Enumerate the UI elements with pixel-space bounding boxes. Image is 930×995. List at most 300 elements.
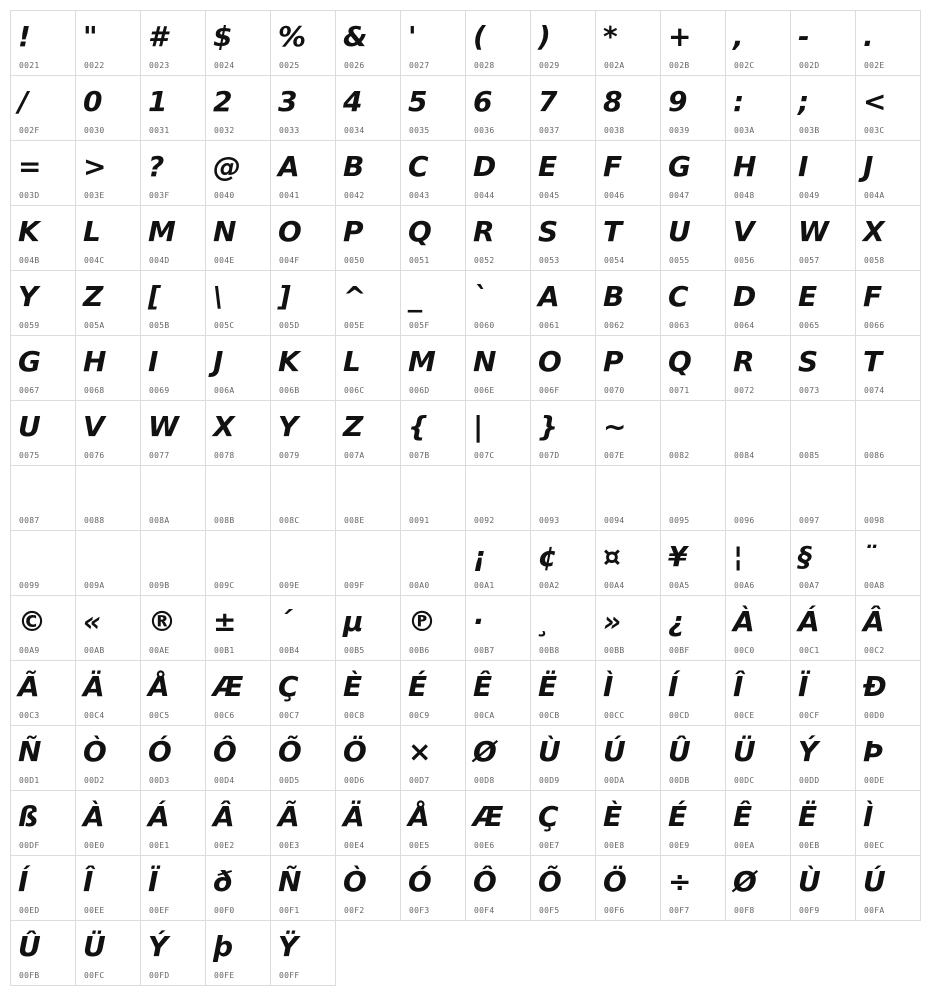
glyph-code: 00B6 [409, 646, 430, 655]
glyph-cell [725, 595, 791, 661]
glyph-grid [10, 10, 920, 985]
glyph-cell [595, 790, 661, 856]
glyph-code: 005B [149, 321, 170, 330]
glyph-char: Å [148, 670, 170, 703]
glyph-cell [660, 335, 726, 401]
glyph-code: 0030 [84, 126, 105, 135]
glyph-char: U [18, 410, 41, 443]
glyph-code: 003D [19, 191, 40, 200]
glyph-char: Æ [473, 800, 504, 833]
glyph-char: ] [278, 280, 291, 313]
glyph-cell [530, 75, 596, 141]
glyph-cell [270, 920, 336, 986]
glyph-cell [270, 10, 336, 76]
glyph-cell [465, 530, 531, 596]
glyph-cell [660, 205, 726, 271]
glyph-char: N [473, 345, 497, 378]
glyph-char: µ [343, 605, 364, 638]
glyph-cell [855, 855, 921, 921]
glyph-char: A [538, 280, 560, 313]
glyph-cell [725, 530, 791, 596]
glyph-cell [595, 205, 661, 271]
glyph-cell [335, 335, 401, 401]
glyph-code: 004A [864, 191, 885, 200]
glyph-char: = [18, 150, 42, 183]
glyph-code: 00B1 [214, 646, 235, 655]
glyph-char: ¦ [733, 540, 744, 573]
glyph-cell [75, 140, 141, 206]
glyph-cell [140, 205, 206, 271]
glyph-cell [270, 530, 336, 596]
glyph-code: 0093 [539, 516, 560, 525]
glyph-code: 0078 [214, 451, 235, 460]
glyph-cell [465, 790, 531, 856]
glyph-cell [790, 400, 856, 466]
glyph-code: 0077 [149, 451, 170, 460]
glyph-cell [465, 595, 531, 661]
glyph-char: C [408, 150, 429, 183]
glyph-char: Ô [473, 865, 497, 898]
glyph-code: 0036 [474, 126, 495, 135]
glyph-cell [10, 465, 76, 531]
glyph-code: 0058 [864, 256, 885, 265]
glyph-cell [660, 855, 726, 921]
glyph-char: # [148, 20, 168, 53]
glyph-code: 00C4 [84, 711, 105, 720]
glyph-char: F [603, 150, 623, 183]
glyph-code: 00EC [864, 841, 885, 850]
glyph-cell [725, 10, 791, 76]
glyph-cell [660, 530, 726, 596]
glyph-code: 00D7 [409, 776, 430, 785]
glyph-cell [205, 140, 271, 206]
glyph-char: 4 [343, 85, 363, 118]
glyph-code: 0095 [669, 516, 690, 525]
glyph-code: 0091 [409, 516, 430, 525]
glyph-code: 0075 [19, 451, 40, 460]
glyph-code: 009C [214, 581, 235, 590]
glyph-char: Q [408, 215, 432, 248]
glyph-cell [140, 790, 206, 856]
glyph-char: « [83, 605, 102, 638]
glyph-code: 0038 [604, 126, 625, 135]
glyph-char: Ó [408, 865, 432, 898]
glyph-cell [270, 75, 336, 141]
glyph-code: 00F9 [799, 906, 820, 915]
glyph-code: 005D [279, 321, 300, 330]
glyph-char: 7 [538, 85, 558, 118]
glyph-char: E [798, 280, 818, 313]
glyph-code: 00FB [19, 971, 40, 980]
glyph-code: 0098 [864, 516, 885, 525]
glyph-code: 00BF [669, 646, 690, 655]
glyph-cell [790, 75, 856, 141]
glyph-cell [140, 335, 206, 401]
glyph-cell [140, 75, 206, 141]
glyph-code: 004B [19, 256, 40, 265]
glyph-char: P [343, 215, 364, 248]
glyph-code: 007A [344, 451, 365, 460]
glyph-cell [790, 530, 856, 596]
glyph-code: 008B [214, 516, 235, 525]
glyph-char: Ë [798, 800, 818, 833]
glyph-char: Ú [863, 865, 886, 898]
glyph-char: À [83, 800, 105, 833]
glyph-cell [530, 725, 596, 791]
glyph-char: Ï [798, 670, 809, 703]
glyph-cell [75, 270, 141, 336]
glyph-code: 005F [409, 321, 430, 330]
glyph-cell [140, 465, 206, 531]
glyph-char: R [733, 345, 755, 378]
glyph-code: 00DF [19, 841, 40, 850]
glyph-code: 00A7 [799, 581, 820, 590]
glyph-code: 0042 [344, 191, 365, 200]
glyph-cell [790, 140, 856, 206]
glyph-char: § [798, 540, 812, 573]
glyph-cell [595, 335, 661, 401]
glyph-cell [855, 205, 921, 271]
glyph-cell [595, 725, 661, 791]
glyph-char: * [603, 20, 618, 53]
glyph-code: 00C6 [214, 711, 235, 720]
glyph-cell [10, 75, 76, 141]
glyph-char: ' [408, 20, 417, 53]
glyph-code: 00CE [734, 711, 755, 720]
glyph-char: Õ [278, 735, 302, 768]
glyph-cell [595, 595, 661, 661]
glyph-code: 00C2 [864, 646, 885, 655]
glyph-cell [660, 140, 726, 206]
glyph-code: 00D0 [864, 711, 885, 720]
glyph-cell [10, 660, 76, 726]
glyph-char: þ [213, 930, 234, 963]
glyph-code: 00F6 [604, 906, 625, 915]
glyph-char: Ñ [278, 865, 302, 898]
glyph-code: 008A [149, 516, 170, 525]
glyph-cell [660, 270, 726, 336]
glyph-char: M [408, 345, 436, 378]
glyph-cell [335, 140, 401, 206]
glyph-code: 00D1 [19, 776, 40, 785]
glyph-char: Z [83, 280, 104, 313]
glyph-char: $ [213, 20, 233, 53]
glyph-char: ^ [343, 280, 367, 313]
glyph-cell [725, 270, 791, 336]
glyph-code: 009F [344, 581, 365, 590]
glyph-char: - [798, 20, 810, 53]
glyph-code: 00FE [214, 971, 235, 980]
glyph-cell [335, 205, 401, 271]
glyph-char: " [83, 20, 98, 53]
glyph-char: ¡ [473, 540, 486, 573]
glyph-code: 0051 [409, 256, 430, 265]
glyph-cell [400, 790, 466, 856]
glyph-code: 00E5 [409, 841, 430, 850]
glyph-cell [140, 400, 206, 466]
glyph-cell [75, 855, 141, 921]
glyph-cell [140, 920, 206, 986]
glyph-code: 0032 [214, 126, 235, 135]
glyph-code: 00E3 [279, 841, 300, 850]
glyph-cell [530, 205, 596, 271]
glyph-cell [270, 790, 336, 856]
glyph-cell [465, 465, 531, 531]
glyph-char: Ã [278, 800, 300, 833]
glyph-code: 00D2 [84, 776, 105, 785]
glyph-cell [205, 790, 271, 856]
glyph-cell [140, 10, 206, 76]
glyph-cell [530, 790, 596, 856]
glyph-cell [595, 10, 661, 76]
glyph-char: Ê [473, 670, 493, 703]
glyph-code: 0084 [734, 451, 755, 460]
glyph-char: [ [148, 280, 161, 313]
glyph-char: Õ [538, 865, 562, 898]
glyph-char: Þ [863, 735, 884, 768]
glyph-cell [75, 10, 141, 76]
glyph-code: 0079 [279, 451, 300, 460]
glyph-char: Â [213, 800, 235, 833]
glyph-code: 0074 [864, 386, 885, 395]
glyph-char: ! [18, 20, 31, 53]
glyph-code: 0097 [799, 516, 820, 525]
glyph-cell [270, 400, 336, 466]
glyph-char: , [733, 20, 744, 53]
glyph-code: 00A8 [864, 581, 885, 590]
glyph-char: S [538, 215, 559, 248]
glyph-cell [400, 140, 466, 206]
glyph-char: G [668, 150, 691, 183]
glyph-char: Y [278, 410, 299, 443]
glyph-char: Ü [83, 930, 106, 963]
glyph-cell [270, 660, 336, 726]
glyph-char: O [538, 345, 562, 378]
glyph-char: : [733, 85, 745, 118]
glyph-cell [855, 400, 921, 466]
glyph-char: ÷ [668, 865, 692, 898]
glyph-cell [855, 270, 921, 336]
glyph-char: À [733, 605, 755, 638]
glyph-char: Ù [538, 735, 561, 768]
glyph-char: ¢ [538, 540, 558, 573]
glyph-char: Ñ [18, 735, 42, 768]
glyph-char: | [473, 410, 484, 443]
glyph-cell [725, 335, 791, 401]
glyph-code: 0099 [19, 581, 40, 590]
glyph-cell [530, 10, 596, 76]
glyph-code: 0055 [669, 256, 690, 265]
glyph-cell [725, 205, 791, 271]
glyph-char: Ý [148, 930, 169, 963]
glyph-code: 005A [84, 321, 105, 330]
glyph-code: 0024 [214, 61, 235, 70]
glyph-char: H [83, 345, 107, 378]
glyph-cell [10, 270, 76, 336]
glyph-char: É [408, 670, 428, 703]
glyph-code: 0039 [669, 126, 690, 135]
glyph-code: 0034 [344, 126, 365, 135]
glyph-cell [790, 790, 856, 856]
glyph-cell [400, 725, 466, 791]
glyph-cell [75, 335, 141, 401]
glyph-char: È [603, 800, 623, 833]
glyph-code: 00C3 [19, 711, 40, 720]
glyph-code: 00DD [799, 776, 820, 785]
glyph-code: 00EF [149, 906, 170, 915]
glyph-cell [855, 790, 921, 856]
glyph-cell [855, 530, 921, 596]
glyph-code: 0044 [474, 191, 495, 200]
glyph-char: I [148, 345, 159, 378]
glyph-code: 00B5 [344, 646, 365, 655]
glyph-cell [855, 10, 921, 76]
glyph-cell [400, 595, 466, 661]
glyph-char: » [603, 605, 622, 638]
glyph-char: Î [733, 670, 744, 703]
glyph-code: 006C [344, 386, 365, 395]
glyph-cell [790, 205, 856, 271]
glyph-char: T [863, 345, 883, 378]
glyph-code: 0057 [799, 256, 820, 265]
glyph-code: 0061 [539, 321, 560, 330]
glyph-cell [75, 75, 141, 141]
glyph-code: 0059 [19, 321, 40, 330]
glyph-code: 004F [279, 256, 300, 265]
glyph-code: 00A2 [539, 581, 560, 590]
glyph-code: 003E [84, 191, 105, 200]
glyph-code: 00AB [84, 646, 105, 655]
glyph-cell [790, 660, 856, 726]
glyph-cell [855, 595, 921, 661]
glyph-cell [660, 725, 726, 791]
glyph-code: 00A1 [474, 581, 495, 590]
glyph-char: W [148, 410, 179, 443]
glyph-code: 00DB [669, 776, 690, 785]
glyph-code: 0069 [149, 386, 170, 395]
glyph-code: 007D [539, 451, 560, 460]
glyph-code: 0070 [604, 386, 625, 395]
glyph-cell [140, 725, 206, 791]
glyph-code: 00D6 [344, 776, 365, 785]
glyph-char: ® [148, 605, 176, 638]
glyph-code: 00B7 [474, 646, 495, 655]
glyph-code: 002C [734, 61, 755, 70]
glyph-cell [400, 10, 466, 76]
glyph-cell [205, 530, 271, 596]
glyph-cell [400, 660, 466, 726]
glyph-char: ¨ [863, 540, 877, 573]
glyph-char: F [863, 280, 883, 313]
glyph-cell [10, 725, 76, 791]
glyph-char: B [603, 280, 625, 313]
glyph-code: 003B [799, 126, 820, 135]
glyph-cell [140, 530, 206, 596]
glyph-cell [595, 400, 661, 466]
glyph-code: 005C [214, 321, 235, 330]
glyph-code: 0062 [604, 321, 625, 330]
glyph-code: 0096 [734, 516, 755, 525]
glyph-char: Ô [213, 735, 237, 768]
glyph-code: 00F7 [669, 906, 690, 915]
glyph-cell [465, 400, 531, 466]
glyph-cell [660, 10, 726, 76]
glyph-cell [10, 10, 76, 76]
glyph-cell [725, 660, 791, 726]
glyph-cell [790, 270, 856, 336]
glyph-char: S [798, 345, 819, 378]
glyph-cell [335, 660, 401, 726]
glyph-code: 003C [864, 126, 885, 135]
glyph-cell [400, 465, 466, 531]
glyph-cell [140, 140, 206, 206]
glyph-cell [855, 335, 921, 401]
glyph-char: N [213, 215, 237, 248]
glyph-code: 0072 [734, 386, 755, 395]
glyph-char: È [343, 670, 363, 703]
glyph-cell [10, 205, 76, 271]
glyph-cell [465, 855, 531, 921]
glyph-code: 003A [734, 126, 755, 135]
glyph-char: Ù [798, 865, 821, 898]
glyph-cell [270, 595, 336, 661]
glyph-code: 0065 [799, 321, 820, 330]
glyph-char: J [863, 150, 874, 183]
glyph-char: T [603, 215, 623, 248]
glyph-char: Í [668, 670, 679, 703]
glyph-code: 0049 [799, 191, 820, 200]
glyph-code: 009B [149, 581, 170, 590]
glyph-code: 00FF [279, 971, 300, 980]
glyph-code: 00F0 [214, 906, 235, 915]
glyph-cell [75, 530, 141, 596]
glyph-char: ð [213, 865, 233, 898]
glyph-char: < [863, 85, 887, 118]
glyph-code: 0025 [279, 61, 300, 70]
glyph-cell [10, 920, 76, 986]
glyph-cell [660, 465, 726, 531]
glyph-code: 00E9 [669, 841, 690, 850]
glyph-code: 00D5 [279, 776, 300, 785]
glyph-char: B [343, 150, 365, 183]
glyph-char: G [18, 345, 41, 378]
glyph-cell [335, 855, 401, 921]
glyph-char: Á [798, 605, 820, 638]
glyph-cell [205, 660, 271, 726]
glyph-cell [140, 595, 206, 661]
glyph-code: 002E [864, 61, 885, 70]
glyph-code: 0050 [344, 256, 365, 265]
glyph-cell [270, 205, 336, 271]
glyph-code: 00F5 [539, 906, 560, 915]
glyph-code: 00EE [84, 906, 105, 915]
glyph-char: % [278, 20, 307, 53]
glyph-code: 0040 [214, 191, 235, 200]
glyph-cell [270, 465, 336, 531]
glyph-char: R [473, 215, 495, 248]
glyph-code: 0063 [669, 321, 690, 330]
glyph-code: 007B [409, 451, 430, 460]
glyph-cell [205, 270, 271, 336]
glyph-code: 00B4 [279, 646, 300, 655]
glyph-cell [400, 270, 466, 336]
glyph-cell [400, 335, 466, 401]
glyph-char: J [213, 345, 224, 378]
glyph-code: 0056 [734, 256, 755, 265]
glyph-char: Ì [863, 800, 874, 833]
glyph-char: H [733, 150, 757, 183]
glyph-cell [660, 660, 726, 726]
